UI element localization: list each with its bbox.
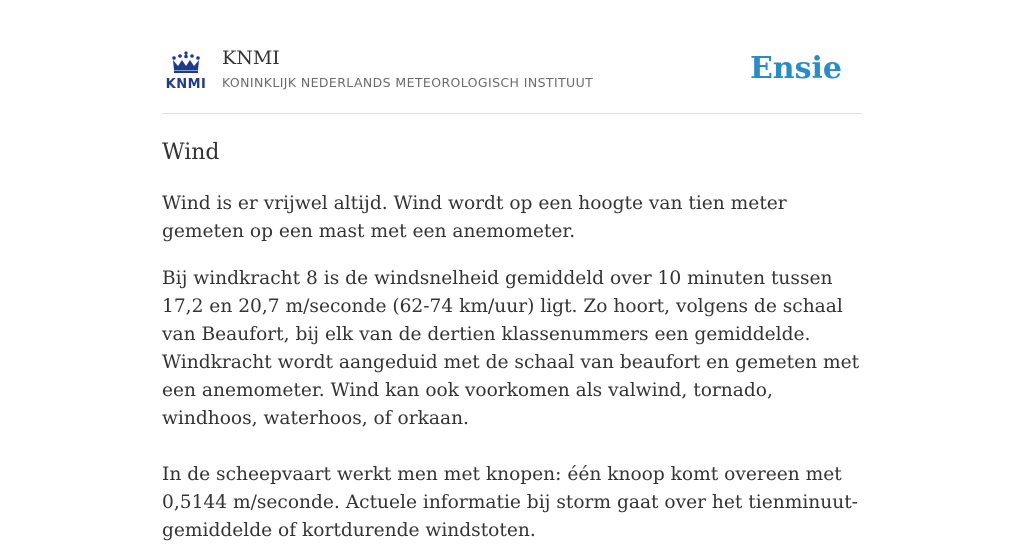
article-paragraph: Bij windkracht 8 is de windsnelheid gemiddeld over 10 minuten tussen 17,2 en 20,7 m/seconde (62-74 km/uur) ligt. Zo hoort, volgens de schaal van Beaufort, bij elk van de dertien klassenummers een gemiddelde. Windkracht wordt aangeduid met de schaal van beaufort en gemeten met een anemometer. Wind kan ook voorkomen als valwind, tornado, windhoos, waterhoos, of orkaan. [162, 268, 860, 429]
brand-logo[interactable]: Ensie [749, 51, 842, 86]
article-paragraph: Wind is er vrijwel altijd. Wind wordt op een hoogte van tien meter gemeten op een mast met een anemometer. [162, 193, 787, 242]
logo-text: KNMI [165, 77, 207, 92]
org-subtitle: KONINKLIJK NEDERLANDS METEOROLOGISCH INSTITUUT [222, 75, 594, 90]
org-name: KNMI [222, 47, 280, 69]
article-paragraph: In de scheepvaart werkt men met knopen: één knoop komt overeen met 0,5144 m/seconde. Actuele informatie bij storm gaat over het tienminuut-gemiddelde of kortdurende windstoten. [162, 464, 858, 541]
site-header [162, 0, 862, 114]
knmi-logo-icon[interactable] [164, 50, 208, 90]
page-container [162, 0, 862, 545]
page-title: Wind [162, 140, 220, 165]
